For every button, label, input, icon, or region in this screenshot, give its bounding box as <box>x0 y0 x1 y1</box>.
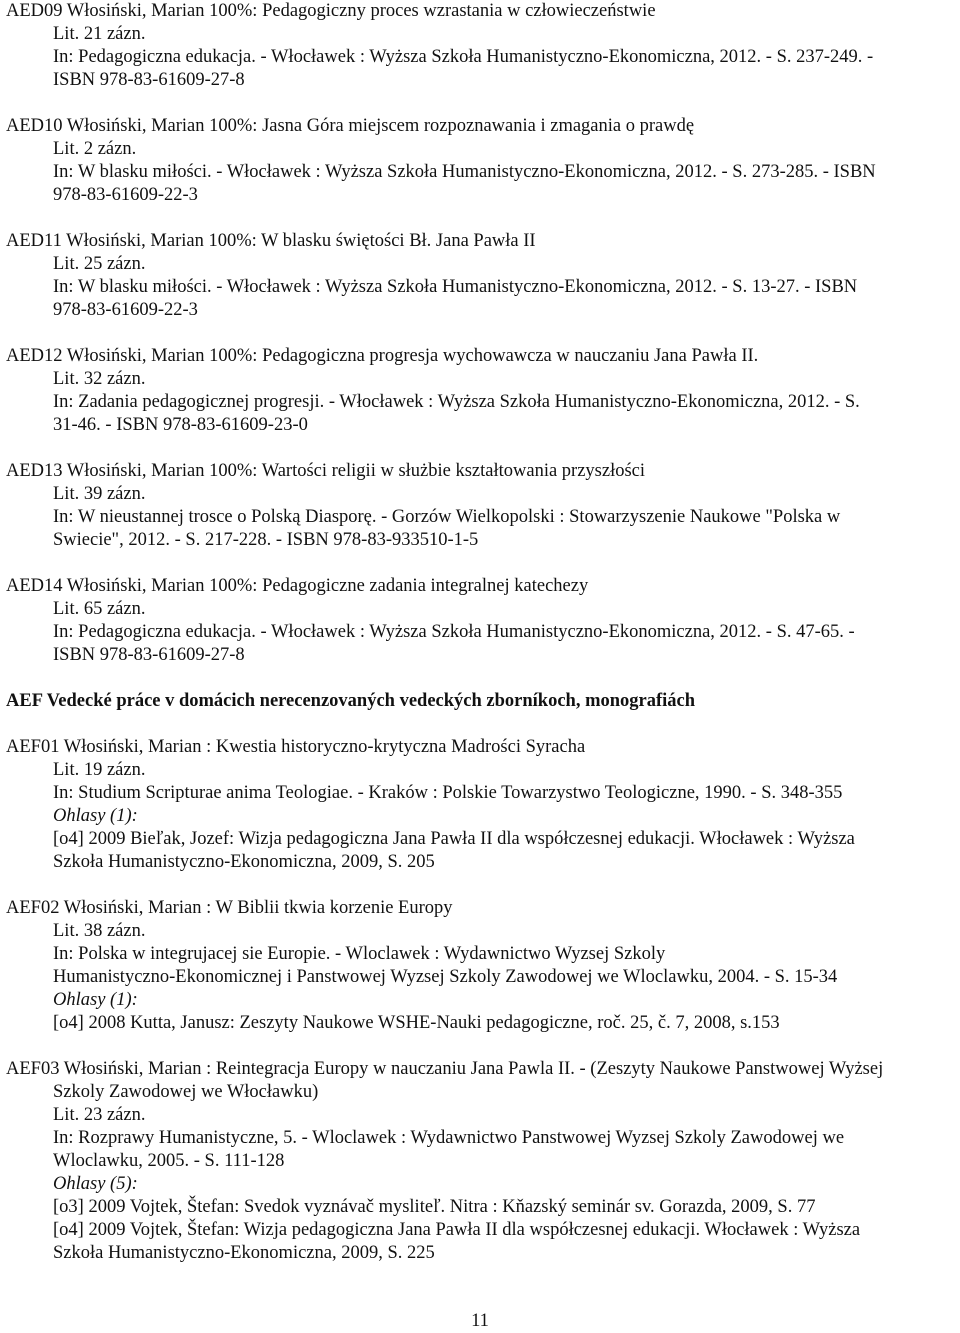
bibliography-entry <box>6 897 956 1035</box>
entry-literature: Lit. 39 zázn. <box>53 484 146 504</box>
entry-literature: Lit. 19 zázn. <box>53 760 146 780</box>
bibliography-entry <box>6 736 956 874</box>
entry-source-line: 978-83-61609-22-3 <box>53 185 198 205</box>
entry-source-line: In: Studium Scripturae anima Teologiae. - Kraków : Polskie Towarzystwo Teologiczne, 1990. - S. 348-355 <box>53 783 843 803</box>
citation-line: [o4] 2009 Vojtek, Štefan: Wizja pedagogiczna Jana Pawła II dla współczesnej edukacji. Włocławek : Wyższa <box>53 1220 861 1240</box>
entry-source-line: 978-83-61609-22-3 <box>53 300 198 320</box>
bibliography-entry <box>6 115 956 207</box>
entry-title: AED13 Włosiński, Marian 100%: Wartości religii w służbie kształtowania przyszłości <box>6 461 646 481</box>
citations-heading: Ohlasy (1): <box>53 990 138 1010</box>
bibliography-entry <box>6 0 956 92</box>
entry-literature: Lit. 38 zázn. <box>53 921 146 941</box>
entry-literature: Lit. 21 zázn. <box>53 24 146 44</box>
bibliography-entry <box>6 230 956 322</box>
entry-source-line: 31-46. - ISBN 978-83-61609-23-0 <box>53 415 308 435</box>
entry-literature: Lit. 23 zázn. <box>53 1105 146 1125</box>
entry-title: AEF03 Włosiński, Marian : Reintegracja Europy w nauczaniu Jana Pawla II. - (Zeszyty Naukowe Panstwowej Wyżsej <box>6 1059 884 1079</box>
entry-source-line: ISBN 978-83-61609-27-8 <box>53 645 245 665</box>
entry-source-line: Wloclawku, 2005. - S. 111-128 <box>53 1151 285 1171</box>
citation-line: Szkoła Humanistyczno-Ekonomiczna, 2009, S. 225 <box>53 1243 435 1263</box>
citation-line: Szkoła Humanistyczno-Ekonomiczna, 2009, S. 205 <box>53 852 435 872</box>
entry-title: AED10 Włosiński, Marian 100%: Jasna Góra miejscem rozpoznawania i zmagania o prawdę <box>6 116 695 136</box>
bibliography-entry <box>6 1058 956 1265</box>
page-number: 11 <box>471 1311 489 1331</box>
entry-source-line: Swiecie", 2012. - S. 217-228. - ISBN 978-83-933510-1-5 <box>53 530 479 550</box>
document-page <box>6 0 956 1288</box>
entry-source-line: In: W nieustannej trosce o Polską Diasporę. - Gorzów Wielkopolski : Stowarzyszenie Naukowe "Polska w <box>53 507 841 527</box>
entry-source-line: In: Pedagogiczna edukacja. - Włocławek : Wyższa Szkoła Humanistyczno-Ekonomiczna, 2012. - S. 237-249. - <box>53 47 874 67</box>
entry-title: AEF01 Włosiński, Marian : Kwestia historyczno-krytyczna Madrości Syracha <box>6 737 586 757</box>
entry-source-line: Humanistyczno-Ekonomicznej i Panstwowej Wyzsej Szkoly Zawodowej we Wloclawku, 2004. - S. 15-34 <box>53 967 838 987</box>
entry-literature: Lit. 2 zázn. <box>53 139 137 159</box>
entry-title: AED11 Włosiński, Marian 100%: W blasku świętości Bł. Jana Pawła II <box>6 231 536 251</box>
entry-title: Szkoly Zawodowej we Włocławku) <box>53 1082 319 1102</box>
entry-title: AEF02 Włosiński, Marian : W Biblii tkwia korzenie Europy <box>6 898 453 918</box>
entry-literature: Lit. 25 zázn. <box>53 254 146 274</box>
entry-source-line: In: Rozprawy Humanistyczne, 5. - Wloclawek : Wydawnictwo Panstwowej Wyzsej Szkoly Zawodowej we <box>53 1128 845 1148</box>
section-heading: AEF Vedecké práce v domácich nerecenzovaných vedeckých zborníkoch, monografiách <box>6 691 696 711</box>
entry-literature: Lit. 32 zázn. <box>53 369 146 389</box>
entry-source-line: ISBN 978-83-61609-27-8 <box>53 70 245 90</box>
bibliography-entry <box>6 575 956 667</box>
entry-source-line: In: Pedagogiczna edukacja. - Włocławek : Wyższa Szkoła Humanistyczno-Ekonomiczna, 2012. - S. 47-65. - <box>53 622 855 642</box>
entry-source-line: In: Polska w integrujacej sie Europie. - Wloclawek : Wydawnictwo Wyzsej Szkoly <box>53 944 666 964</box>
entry-source-line: In: W blasku miłości. - Włocławek : Wyższa Szkoła Humanistyczno-Ekonomiczna, 2012. - S. 273-285. - ISBN <box>53 162 876 182</box>
entry-source-line: In: Zadania pedagogicznej progresji. - Włocławek : Wyższa Szkoła Humanistyczno-Ekonomiczna, 2012. - S. <box>53 392 860 412</box>
citation-line: [o3] 2009 Vojtek, Štefan: Svedok vyznávač mysliteľ. Nitra : Kňazský seminár sv. Gorazda, 2009, S. 77 <box>53 1197 816 1217</box>
citation-line: [o4] 2008 Kutta, Janusz: Zeszyty Naukowe WSHE-Nauki pedagogiczne, roč. 25, č. 7, 2008, s.153 <box>53 1013 780 1033</box>
citations-heading: Ohlasy (1): <box>53 806 138 826</box>
entry-literature: Lit. 65 zázn. <box>53 599 146 619</box>
entry-title: AED09 Włosiński, Marian 100%: Pedagogiczny proces wzrastania w człowieczeństwie <box>6 1 656 21</box>
entry-title: AED12 Włosiński, Marian 100%: Pedagogiczna progresja wychowawcza w nauczaniu Jana Pawła II. <box>6 346 759 366</box>
citations-heading: Ohlasy (5): <box>53 1174 138 1194</box>
bibliography-entry <box>6 460 956 552</box>
entry-title: AED14 Włosiński, Marian 100%: Pedagogiczne zadania integralnej katechezy <box>6 576 589 596</box>
entry-source-line: In: W blasku miłości. - Włocławek : Wyższa Szkoła Humanistyczno-Ekonomiczna, 2012. - S. 13-27. - ISBN <box>53 277 858 297</box>
bibliography-entry <box>6 345 956 437</box>
citation-line: [o4] 2009 Bieľak, Jozef: Wizja pedagogiczna Jana Pawła II dla współczesnej edukacji. Włocławek : Wyższa <box>53 829 855 849</box>
